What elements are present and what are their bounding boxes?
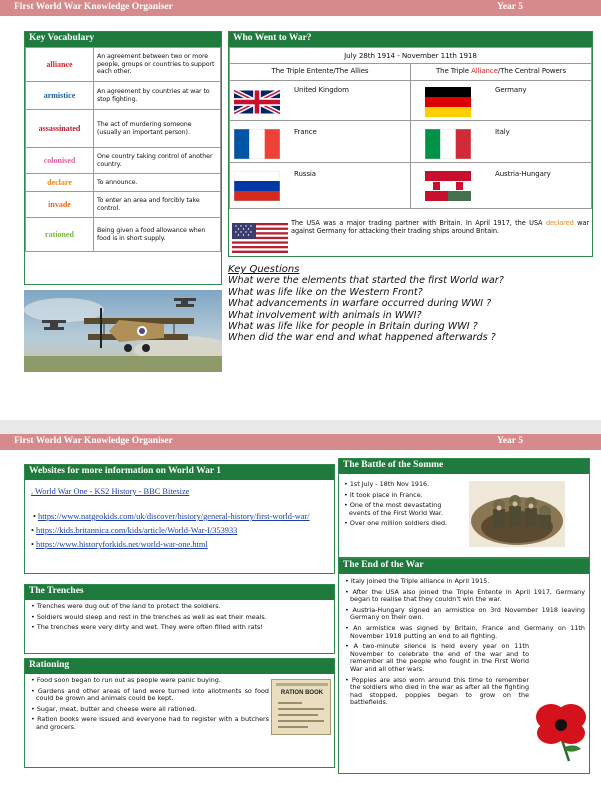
end-list: [339, 574, 589, 714]
questions-title: Key Questions: [228, 264, 300, 275]
trenches-title: The Trenches: [25, 585, 334, 600]
somme-title: The Battle of the Somme: [339, 459, 589, 474]
country-cell: [411, 121, 592, 163]
list-item-text: An armistice was signed by Britain, France and Germany on 11th November 1918 putting an end to all fighting.: [350, 623, 585, 640]
ration-book-label: RATION BOOK: [280, 690, 324, 696]
country-austria-hungary: Austria-Hungary: [495, 170, 551, 178]
list-item: • One of the most devastating events of the First World War.: [344, 501, 443, 517]
trenches-list: [25, 600, 334, 638]
vocab-definition: To enter an area and forcibly take control.: [94, 192, 221, 218]
list-item: • An armistice was signed by Britain, France and Germany on 11th November 1918 putting an end to all fighting.: [345, 623, 585, 640]
list-item: • Sugar, meat, butter and cheese were all rationed.: [31, 704, 197, 713]
country-germany: Germany: [495, 86, 527, 94]
list-item: • Soldiers would sleep and rest in the trenches as well as eat their meals.: [31, 612, 267, 621]
list-item-text: It took place in France.: [349, 490, 423, 499]
uk-flag-icon: [234, 87, 280, 117]
vocab-row: [26, 82, 221, 110]
france-flag-icon: [234, 129, 280, 159]
end-of-war-panel: [338, 558, 590, 774]
vocab-term: declare: [26, 174, 94, 192]
vocab-row: [26, 48, 221, 82]
russia-flag-icon: [234, 171, 280, 201]
country-france: France: [294, 128, 317, 136]
central-heading-alliance: Alliance: [471, 67, 498, 76]
usa-flag-icon: [232, 223, 288, 253]
list-item: • It took place in France.: [344, 490, 423, 499]
usa-row: [229, 218, 592, 256]
central-heading-pre: The Triple: [435, 67, 472, 76]
list-item: • Food soon began to run out as people were panic buying.: [31, 676, 221, 684]
website-item: • https://www.historyforkids.net/world-war-one.html: [31, 540, 208, 549]
end-title: The End of the War: [339, 559, 589, 574]
website-item: • https://www.natgeokids.com/uk/discover/history/general-history/first-world-war/: [33, 512, 310, 521]
list-item-text: Food soon began to run out as people were panic buying.: [36, 676, 221, 684]
list-item: • Gardens and other areas of land were turned into allotments so food could be grown and animals could be kept.: [31, 686, 269, 703]
vocab-term: assassinated: [26, 110, 94, 148]
list-item-text: Poppies are also worn around this time to remember the soldiers who died in the war as after all the fighting had stopped, poppies began to grow on the battlefields.: [350, 675, 529, 707]
germany-flag-icon: [425, 87, 471, 117]
usa-text: [291, 220, 589, 236]
vocab-definition: The act of murdering someone (usually an important person).: [94, 110, 221, 148]
vocab-definition: Being given a food allowance when food is in short supply.: [94, 218, 221, 252]
page-header: [0, 434, 601, 450]
biplane-painting: [24, 290, 222, 372]
somme-list: [342, 481, 462, 531]
trenches-panel: [24, 584, 335, 654]
ration-book-picture: [271, 679, 331, 735]
vocab-row: [26, 174, 221, 192]
usa-text-post: war against Germany for attacking their trading ships around Britain.: [291, 219, 589, 235]
websites-list: [25, 480, 334, 554]
header-year: Year 5: [497, 436, 523, 446]
website-link-natgeo[interactable]: https://www.natgeokids.com/uk/discover/history/general-history/first-world-war/: [38, 512, 310, 521]
rationing-panel: [24, 658, 335, 768]
list-item: • Poppies are also worn around this time to remember the soldiers who died in the war as after all the fighting had stopped, poppies began to grow on the battlefields.: [345, 675, 529, 707]
allies-heading: The Triple Entente/The Allies: [230, 64, 411, 81]
websites-title: Websites for more information on World War 1: [25, 465, 334, 480]
website-item: • https://kids.britannica.com/kids/article/World-War-I/353933: [31, 526, 238, 535]
list-item-text: A two-minute silence is held every year on 11th November to celebrate the end of the war and to remember all the people who fought in the First World War and all other wars.: [350, 642, 529, 673]
page-two: [0, 434, 601, 808]
country-russia: Russia: [294, 170, 316, 178]
vocab-definition: An agreement by countries at war to stop fighting.: [94, 82, 221, 110]
list-item-text: The trenches were very dirty and wet. They were often filled with rats!: [36, 623, 263, 632]
list-item: • Italy joined the Triple alliance in April 1915.: [345, 577, 490, 585]
list-item: • After the USA also joined the Triple Entente in April 1917, Germany began to realise that they couldn't win the war.: [345, 587, 585, 604]
vocab-row: [26, 192, 221, 218]
vocab-term: rationed: [26, 218, 94, 252]
vocab-definition: An agreement between two or more people, groups or countries to support each other.: [94, 48, 221, 82]
header-year: Year 5: [497, 2, 523, 12]
trench-soldiers-picture: [469, 481, 565, 547]
list-item: • Austria-Hungary signed an armistice on 3rd November 1918 leaving Germany on their own.: [345, 605, 585, 622]
key-vocabulary-panel: [24, 31, 222, 285]
list-item-text: Soldiers would sleep and rest in the trenches as well as eat their meals.: [36, 612, 267, 621]
list-item-text: Over one million soldiers died.: [349, 519, 448, 528]
website-link-bbc[interactable]: . World War One - KS2 History - BBC Bitesize: [31, 487, 190, 496]
question-item: When did the war end and what happened afterwards ?: [228, 332, 496, 344]
vocab-definition: To announce.: [94, 174, 221, 192]
country-cell: [411, 81, 592, 121]
central-powers-heading: [411, 64, 592, 81]
header-title: First World War Knowledge Organiser: [14, 436, 173, 446]
list-item-text: Sugar, meat, butter and cheese were all rationed.: [36, 704, 197, 713]
list-item: • Trenches were dug out of the land to protect the soldiers.: [31, 602, 221, 610]
list-item-text: Gardens and other areas of land were turned into allotments so food could be grown and animals could be kept.: [36, 686, 269, 703]
rationing-title: Rationing: [25, 659, 334, 674]
website-link-historyforkids[interactable]: https://www.historyforkids.net/world-war-one.html: [36, 540, 208, 549]
list-item: • 1st July - 18th Nov 1916.: [344, 480, 430, 488]
question-item: What involvement with animals in WWI?: [228, 309, 422, 321]
websites-panel: [24, 464, 335, 574]
list-item-text: Austria-Hungary signed an armistice on 3rd November 1918 leaving Germany on their own.: [350, 605, 585, 622]
vocab-row: [26, 148, 221, 174]
question-item: What was life like on the Western Front?: [228, 286, 423, 298]
rationing-list: [29, 677, 269, 735]
vocab-table: [25, 47, 221, 252]
key-questions: [228, 264, 598, 344]
usa-declared-word: declared: [545, 219, 574, 227]
list-item: • Ration books were issued and everyone had to register with a butchers and grocers.: [31, 715, 269, 731]
vocab-definition: One country taking control of another country.: [94, 148, 221, 174]
war-dates: July 28th 1914 - November 11th 1918: [230, 48, 592, 64]
country-italy: Italy: [495, 128, 510, 136]
website-link-britannica[interactable]: https://kids.britannica.com/kids/article/World-War-I/353933: [36, 526, 238, 535]
list-item-text: One of the most devastating events of the First World War.: [349, 501, 443, 517]
list-item-text: Ration books were issued and everyone had to register with a butchers and grocers.: [36, 715, 269, 731]
country-cell: [230, 121, 411, 163]
vocab-row: [26, 218, 221, 252]
country-cell: [230, 81, 411, 121]
vocab-term: alliance: [26, 48, 94, 82]
poppy-icon: [535, 697, 587, 763]
country-cell: [411, 163, 592, 209]
list-item: • Over one million soldiers died.: [344, 519, 448, 528]
central-heading-post: /The Central Powers: [497, 67, 567, 76]
italy-flag-icon: [425, 129, 471, 159]
vocab-term: invade: [26, 192, 94, 218]
question-item: What were the elements that started the first World war?: [228, 275, 504, 287]
who-went-to-war-panel: [228, 31, 593, 257]
list-item-text: After the USA also joined the Triple Entente in April 1917, Germany began to realise that they couldn't win the war.: [350, 587, 585, 604]
somme-panel: [338, 458, 590, 558]
list-item-text: 1st July - 18th Nov 1916.: [349, 480, 430, 488]
vocab-title: Key Vocabulary: [25, 32, 221, 47]
list-item-text: Trenches were dug out of the land to protect the soldiers.: [36, 602, 221, 610]
austria-hungary-flag-icon: [425, 171, 471, 201]
list-item: • A two-minute silence is held every year on 11th November to celebrate the end of the war and to remember all the people who fought in the First World War and all other wars.: [345, 642, 529, 673]
usa-text-pre: The USA was a major trading partner with Britain. In April 1917, the USA: [291, 219, 546, 227]
list-item-text: Italy joined the Triple alliance in April 1915.: [350, 577, 490, 585]
vocab-term: armistice: [26, 82, 94, 110]
vocab-term: colonised: [26, 148, 94, 174]
header-title: First World War Knowledge Organiser: [14, 2, 173, 12]
list-item: • The trenches were very dirty and wet. They were often filled with rats!: [31, 623, 263, 632]
war-table: [229, 47, 592, 209]
country-uk: United Kingdom: [294, 86, 349, 94]
question-item: What advancements in warfare occurred during WWI ?: [228, 298, 492, 310]
vocab-row: [26, 110, 221, 148]
war-title: Who Went to War?: [229, 32, 592, 47]
country-cell: [230, 163, 411, 209]
page-header: [0, 0, 601, 16]
question-item: What was life like for people in Britain during WWI ?: [228, 321, 478, 333]
